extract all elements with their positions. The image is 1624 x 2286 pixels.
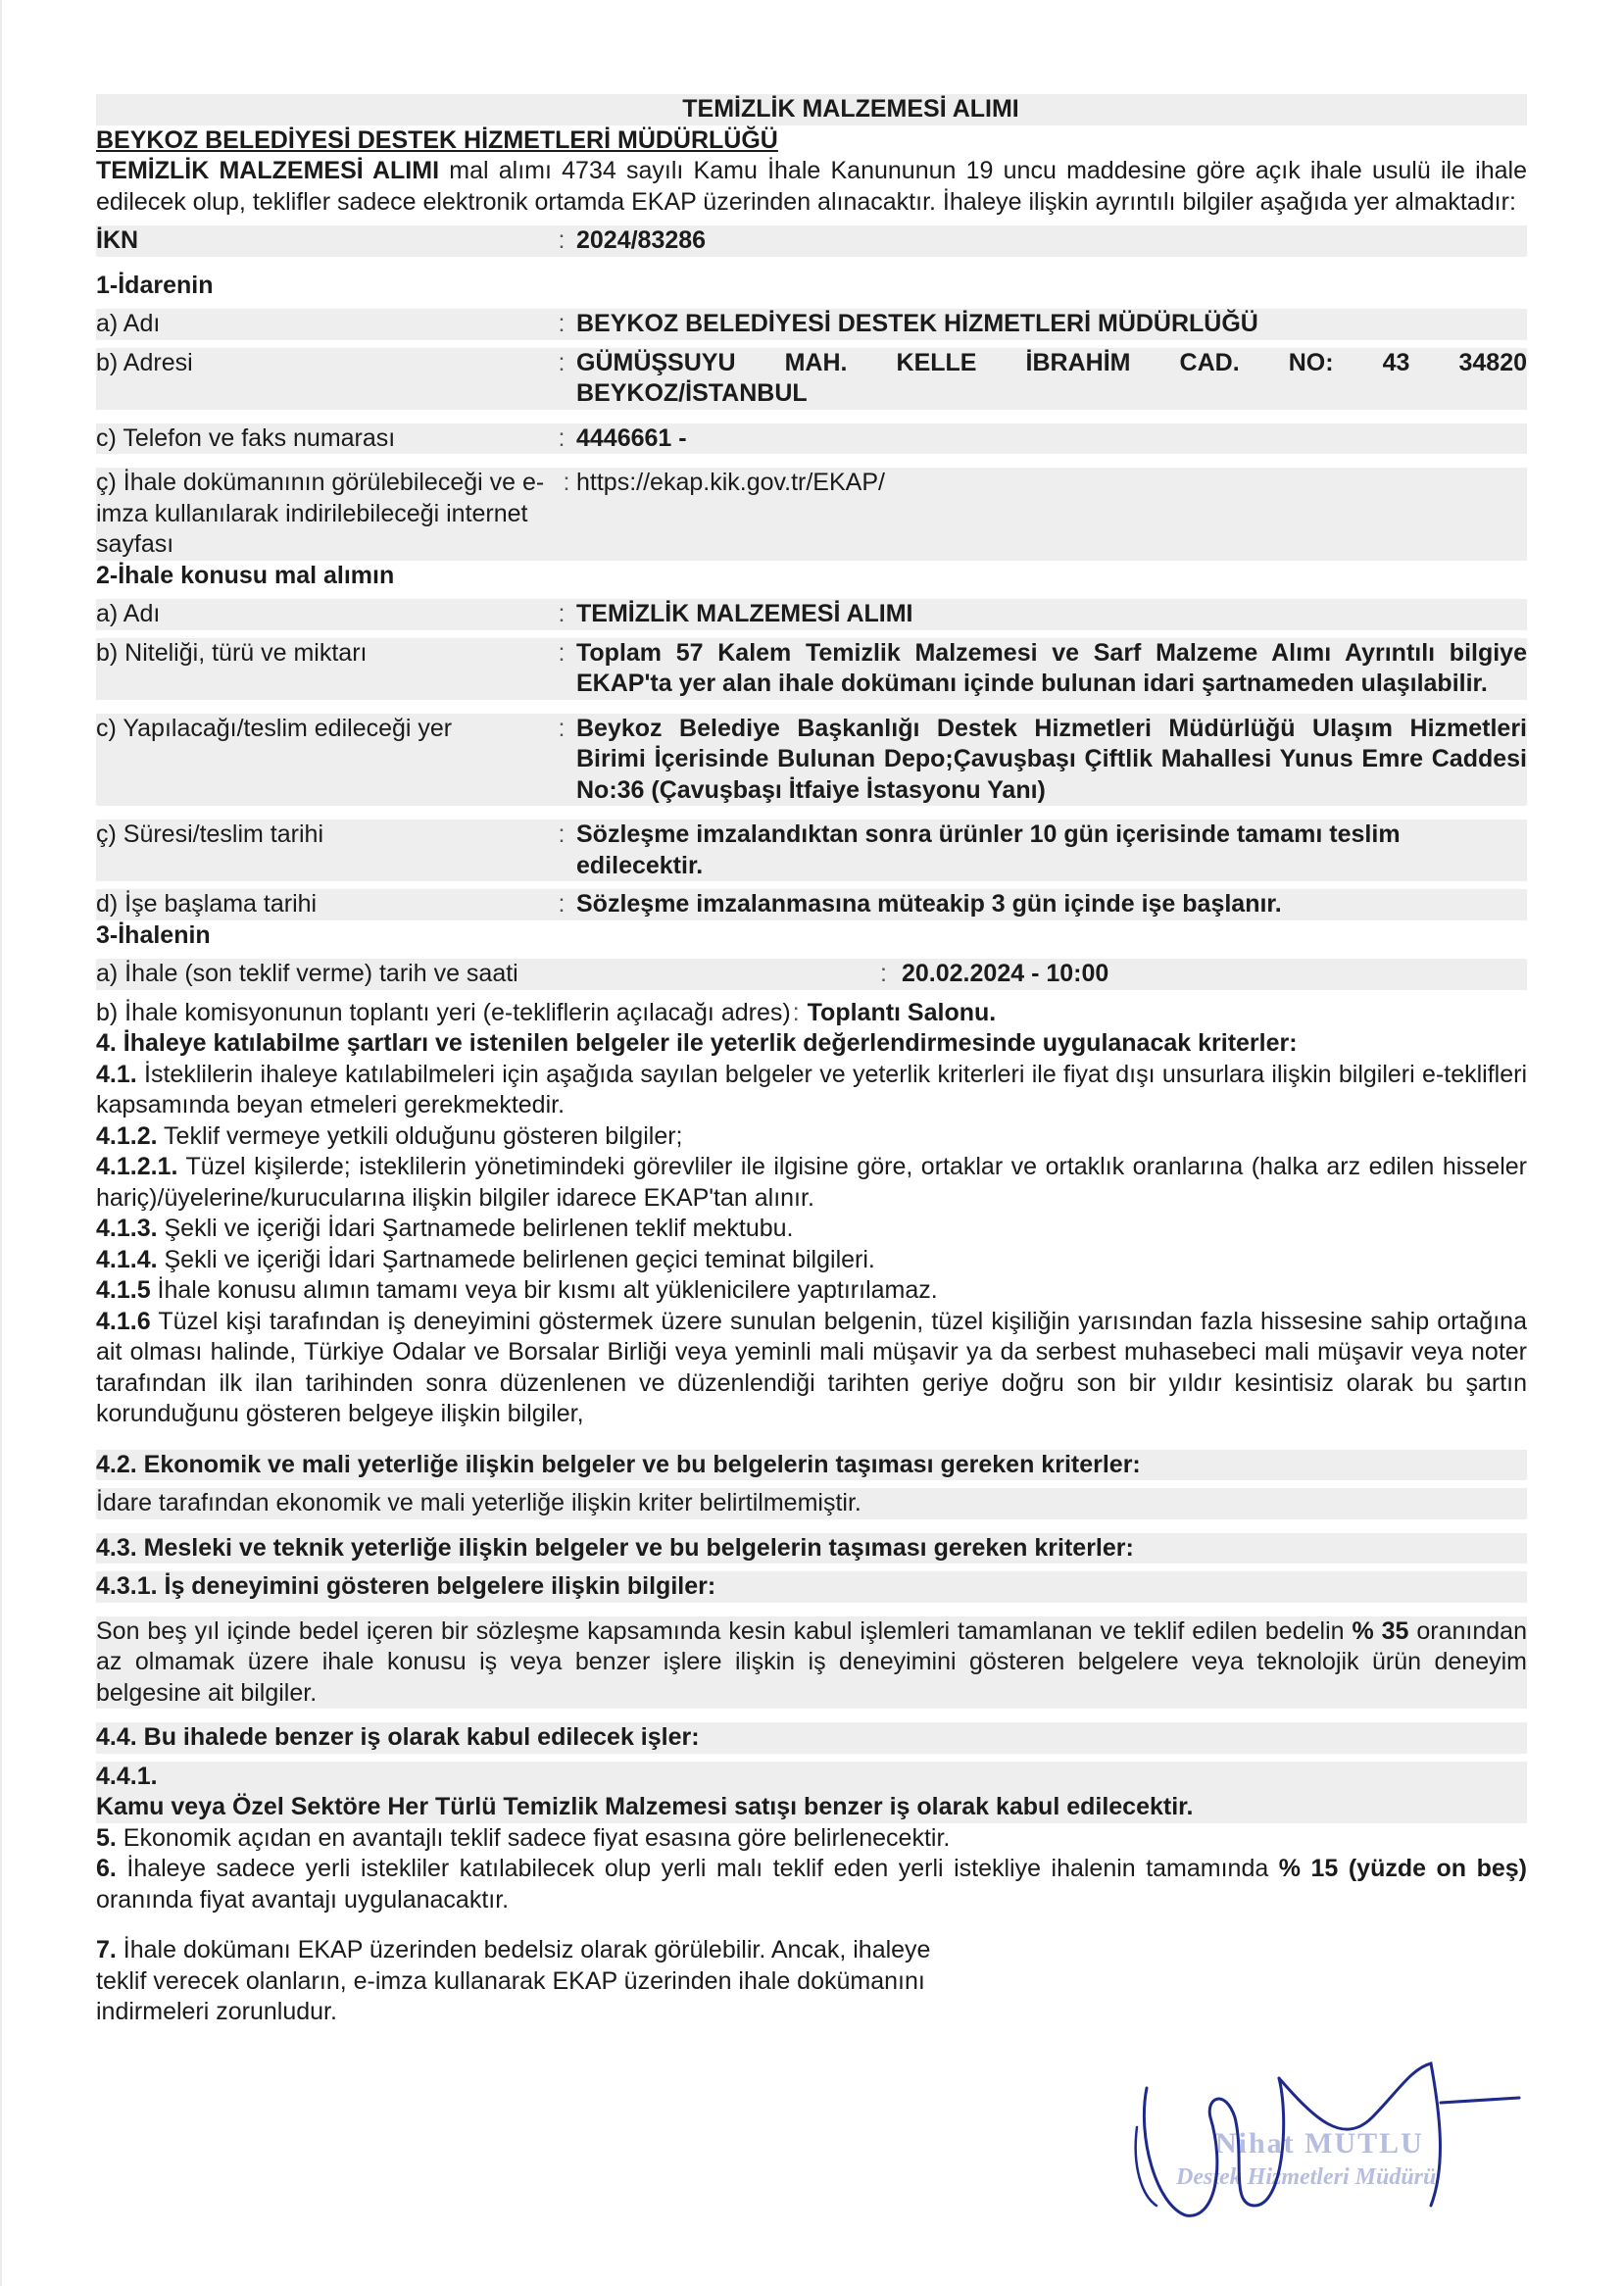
para-text: İsteklilerin ihaleye katılabilmeleri için aşağıda sayılan belgeler ve yeterlik kriterleri ile fiyat dışı unsurlara ilişkin bilgileri e-teklifleri kapsamında beyan etmeleri gerekmektedir. <box>96 1060 1527 1118</box>
colon: : <box>558 310 566 337</box>
para-text: Son beş yıl içinde bedel içeren bir sözleşme kapsamında kesin kabul işlemleri tamamlanan ve teklif edilen bedelin <box>96 1616 1353 1645</box>
percentage: % 35 <box>1352 1616 1409 1645</box>
para-text: İhale dokümanı EKAP üzerinden bedelsiz olarak görülebilir. Ancak, ihaleye teklif verecek olanların, e-imza kullanarak EKAP üzerinden ihale dokümanını indirmeleri zorunludur. <box>96 1936 931 2025</box>
row-value: Toplantı Salonu. <box>807 998 997 1026</box>
para-text: Teklif vermeye yetkili olduğunu gösteren bilgiler; <box>157 1121 683 1150</box>
colon: : <box>558 600 566 627</box>
colon: : <box>792 998 800 1026</box>
heading-4-3-1: 4.3.1. İş deneyimini gösteren belgelere ilişkin bilgiler: <box>96 1571 1527 1603</box>
para-number: 4.1.2.1. <box>96 1153 178 1180</box>
section2-row-name <box>96 599 1527 630</box>
para-number: 7. <box>96 1936 117 1963</box>
para-4-2: İdare tarafından ekonomik ve mali yeterliğe ilişkin kriter belirtilmemiştir. <box>96 1488 1527 1519</box>
heading-4-2: 4.2. Ekonomik ve mali yeterliğe ilişkin belgeler ve bu belgelerin taşıması gereken kriterler: <box>96 1450 1527 1481</box>
section3-row-place <box>96 998 1527 1029</box>
heading-4-3: 4.3. Mesleki ve teknik yeterliğe ilişkin belgeler ve bu belgelerin taşıması gereken kriterler: <box>96 1533 1527 1565</box>
row-label: c) Yapılacağı/teslim edileceği yer <box>96 714 453 742</box>
section1-row-website <box>96 468 1527 561</box>
percentage: % 15 (yüzde on beş) <box>1278 1855 1527 1882</box>
row-value: Beykoz Belediye Başkanlığı Destek Hizmetleri Müdürlüğü Ulaşım Hizmetleri Birimi İçerisinde Bulunan Depo;Çavuşbaşı Çiftlik Mahallesi Yunus Emre Caddesi No:36 (Çavuşbaşı İtfaiye İstasyonu Yanı) <box>576 714 1527 804</box>
para-4-1 <box>96 1060 1527 1121</box>
colon: : <box>558 423 566 452</box>
para-4-1-2 <box>96 1121 1527 1153</box>
section2-row-start <box>96 889 1527 920</box>
row-label: b) Adresi <box>96 348 193 376</box>
para-number: 4.1.4. <box>96 1245 158 1273</box>
section3-row-date <box>96 959 1527 990</box>
ikn-value: 2024/83286 <box>576 226 707 254</box>
para-6 <box>96 1854 1527 1915</box>
row-label: a) İhale (son teklif verme) tarih ve saati <box>96 960 518 987</box>
address-line-1: GÜMÜŞSUYU MAH. KELLE İBRAHİM CAD. NO: 43 34820 <box>576 348 1527 376</box>
para-4-1-6 <box>96 1307 1527 1430</box>
para-4-1-2-1 <box>96 1152 1527 1214</box>
para-text: oranında fiyat avantajı uygulanacaktır. <box>96 1885 510 1913</box>
para-4-1-5 <box>96 1275 1527 1307</box>
row-label: b) Niteliği, türü ve miktarı <box>96 638 368 667</box>
ikn-label: İKN <box>96 226 139 254</box>
row-label: ç) İhale dokümanının görülebileceği ve e-imza kullanılarak indirilebileceği internet sayfası <box>96 469 545 558</box>
para-text: Tüzel kişilerde; isteklilerin yönetimindeki görevliler ile ilgisine göre, ortaklar ve ortaklık oranlarına (halka arz edilen hisseler hariç)/üyelerine/kurucularına ilişkin bilgiler idarece EKAP'tan alınır. <box>96 1153 1527 1212</box>
section2-heading: 2-İhale konusu mal alımın <box>96 561 395 589</box>
intro-bold: TEMİZLİK MALZEMESİ ALIMI <box>96 157 440 184</box>
para-number: 4.1.3. <box>96 1215 158 1242</box>
colon: : <box>558 348 566 376</box>
para-number: 4.1.6 <box>96 1307 151 1335</box>
row-value: Toplam 57 Kalem Temizlik Malzemesi ve Sarf Malzeme Alımı Ayrıntılı bilgiye EKAP'ta yer alan ihale dokümanı içinde bulunan idari şartnameden ulaşılabilir. <box>576 638 1527 697</box>
row-label: d) İşe başlama tarihi <box>96 890 318 918</box>
colon: : <box>880 960 887 987</box>
para-text: İhaleye sadece yerli istekliler katılabilecek olup yerli malı teklif eden yerli istekliye ihalenin tamamında <box>116 1855 1279 1882</box>
para-4-1-4 <box>96 1245 1527 1276</box>
row-value: TEMİZLİK MALZEMESİ ALIMI <box>576 600 913 627</box>
para-text: oranından az olmamak üzere ihale konusu iş veya benzer işlere ilişkin iş deneyimini gösteren belgelere veya teknolojik ürün deneyim belgesine ait bilgiler. <box>96 1616 1527 1707</box>
section1-row-name <box>96 309 1527 340</box>
stamp-name: Nihat MUTLU <box>1215 2127 1424 2160</box>
document-title: TEMİZLİK MALZEMESİ ALIMI <box>96 94 1527 125</box>
row-value: BEYKOZ BELEDİYESİ DESTEK HİZMETLERİ MÜDÜRLÜĞÜ <box>576 310 1258 337</box>
row-value: Sözleşme imzalandıktan sonra ürünler 10 gün içerisinde tamamı teslim edilecektir. <box>576 820 1401 879</box>
row-label: ç) Süresi/teslim tarihi <box>96 820 323 848</box>
colon: : <box>558 820 566 848</box>
para-4-4-1: Kamu veya Özel Sektöre Her Türlü Temizlik Malzemesi satışı benzer iş olarak kabul edilecektir. <box>96 1792 1527 1823</box>
colon: : <box>558 714 566 742</box>
section1-row-address <box>96 348 1527 410</box>
colon: : <box>558 226 566 254</box>
address-line-2: BEYKOZ/İSTANBUL <box>576 379 808 407</box>
section3-heading: 3-İhalenin <box>96 920 211 949</box>
para-text: Şekli ve içeriği İdari Şartnamede belirlenen teklif mektubu. <box>157 1215 794 1242</box>
signature-stamp <box>1117 2059 1549 2225</box>
intro-paragraph <box>96 156 1527 218</box>
section2-row-duration <box>96 820 1527 881</box>
para-text: Tüzel kişi tarafından iş deneyimini göstermek üzere sunulan belgenin, tüzel kişiliğin yarısından fazla hissesine sahip ortağına ait olması halinde, Türkiye Odalar ve Borsalar Birliği veya yeminli mali müşavir ya da serbest muhasebeci mali müşavir veya noter tarafından ilk ilan tarihinden sonra düzenlenen ve düzenlendiği tarihten geriye doğru son bir yıldır kesintisiz olarak bu şartın korunduğunu gösteren belgeye ilişkin bilgiler, <box>96 1307 1527 1427</box>
row-value <box>576 348 1527 410</box>
row-label: a) Adı <box>96 310 161 337</box>
website-link[interactable]: https://ekap.kik.gov.tr/EKAP/ <box>576 469 885 496</box>
colon: : <box>558 890 566 918</box>
row-value: 20.02.2024 - 10:00 <box>902 960 1109 987</box>
para-7 <box>96 1935 959 2028</box>
para-5 <box>96 1823 1527 1855</box>
para-number: 5. <box>96 1823 117 1852</box>
colon: : <box>558 638 566 667</box>
row-value: 4446661 - <box>576 423 687 452</box>
para-4-1-3 <box>96 1214 1527 1245</box>
handwritten-signature <box>1117 2059 1549 2225</box>
section2-row-quantity <box>96 638 1527 700</box>
stamp-title: Destek Hizmetleri Müdürü <box>1176 2164 1437 2190</box>
section1-heading: 1-İdarenin <box>96 271 214 299</box>
para-number: 4.1.5 <box>96 1276 151 1304</box>
para-number: 6. <box>96 1855 117 1882</box>
para-text: Şekli ve içeriği İdari Şartnamede belirlenen geçici teminat bilgileri. <box>157 1245 875 1273</box>
para-4-3-1 <box>96 1616 1527 1710</box>
heading-4-4-1: 4.4.1. <box>96 1762 1527 1793</box>
row-value: Sözleşme imzalanmasına müteakip 3 gün içinde işe başlanır. <box>576 890 1282 918</box>
para-text: Ekonomik açıdan en avantajlı teklif sadece fiyat esasına göre belirlenecektir. <box>116 1823 951 1852</box>
intro-text: mal alımı 4734 sayılı Kamu İhale Kanununun 19 uncu maddesine göre açık ihale usulü ile ihale edilecek olup, teklifler sadece elektronik ortamda EKAP üzerinden alınacaktır. İhaleye ilişkin ayrıntılı bilgiler aşağıda yer almaktadır: <box>96 157 1527 216</box>
heading-4-4: 4.4. Bu ihalede benzer iş olarak kabul edilecek işler: <box>96 1722 1527 1754</box>
para-number: 4.1.2. <box>96 1121 158 1150</box>
row-label: a) Adı <box>96 600 161 627</box>
row-label: b) İhale komisyonunun toplantı yeri (e-tekliflerin açılacağı adres) <box>96 998 791 1026</box>
para-text: İhale konusu alımın tamamı veya bir kısmı alt yüklenicilere yaptırılamaz. <box>150 1276 938 1304</box>
authority-heading: BEYKOZ BELEDİYESİ DESTEK HİZMETLERİ MÜDÜRLÜĞÜ <box>96 125 778 154</box>
section1-row-phone <box>96 423 1527 455</box>
ikn-row <box>96 225 1527 257</box>
colon: : <box>563 469 570 496</box>
section4-heading: 4. İhaleye katılabilme şartları ve istenilen belgeler ile yeterlik değerlendirmesinde uygulanacak kriterler: <box>96 1029 1298 1057</box>
section2-row-place <box>96 714 1527 807</box>
row-label: c) Telefon ve faks numarası <box>96 423 396 452</box>
para-number: 4.1. <box>96 1060 137 1088</box>
document-body <box>96 94 1527 2028</box>
